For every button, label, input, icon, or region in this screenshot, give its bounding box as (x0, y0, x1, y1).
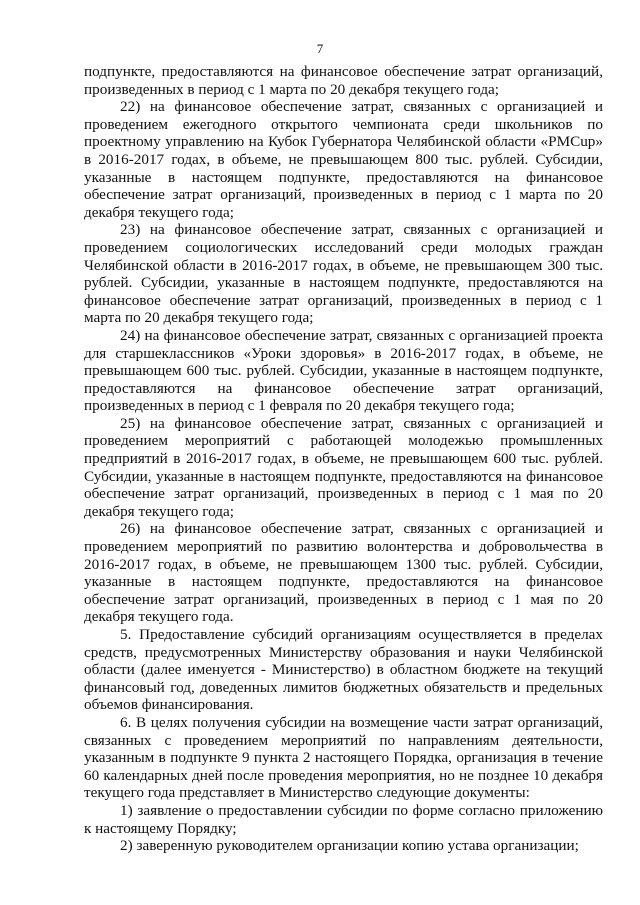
paragraph-item-26: 26) на финансовое обеспечение затрат, связанных с организацией и проведением мероприятий по развитию волонтерства и добровольчества в 2016-2017 годах, в объеме, не превышающем 1300 тыс. рублей. Субсидии, указанные в настоящем подпункте, предоставляются на финансовое обеспечение затрат организаций, произведенных в период с 1 мая по 20 декабря текущего года. (84, 520, 603, 626)
paragraph-item-25: 25) на финансовое обеспечение затрат, связанных с организацией и проведением мероприятий с работающей молодежью промышленных предприятий в 2016-2017 годах, в объеме, не превышающем 600 тыс. рублей. Субсидии, указанные в настоящем подпункте, предоставляются на финансовое обеспечение затрат организаций, произведенных в период с 1 мая по 20 декабря текущего года; (84, 414, 603, 520)
paragraph-item-22: 22) на финансовое обеспечение затрат, связанных с организацией и проведением ежегодного открытого чемпионата среди школьников по проектному управлению на Кубок Губернатора Челябинской области «PMCup» в 2016-2017 годах, в объеме, не превышающем 800 тыс. рублей. Субсидии, указанные в настоящем подпункте, предоставляются на финансовое обеспечение затрат организаций, произведенных в период с 1 марта по 20 декабря текущего года; (84, 98, 603, 221)
paragraph-section-6: 6. В целях получения субсидии на возмещение части затрат организаций, связанных с проведением мероприятий по направлениям деятельности, указанным в подпункте 9 пункта 2 настоящего Порядка, организация в течение 60 календарных дней после проведения мероприятия, но не позднее 10 декабря текущего года представляет в Министерство следующие документы: (84, 713, 603, 802)
paragraph-doc-item-2: 2) заверенную руководителем организации копию устава организации; (120, 837, 579, 855)
paragraph-item-23: 23) на финансовое обеспечение затрат, связанных с организацией и проведением социологических исследований среди молодых граждан Челябинской области в 2016-2017 годах, в объеме, не превышающем 300 тыс. рублей. Субсидии, указанные в настоящем подпункте, предоставляются на финансовое обеспечение затрат организаций, произведенных в период с 1 марта по 20 декабря текущего года; (84, 221, 603, 327)
paragraph-doc-item-1: 1) заявление о предоставлении субсидии по форме согласно приложению к настоящему Порядку; (84, 801, 603, 837)
paragraph-continuation: подпункте, предоставляются на финансовое обеспечение затрат организаций, произведенных в период с 1 марта по 20 декабря текущего года; (84, 63, 603, 98)
page-number: 7 (316, 41, 324, 56)
paragraph-item-24: 24) на финансовое обеспечение затрат, связанных с организацией проекта для старшеклассников «Уроки здоровья» в 2016-2017 годах, в объеме, не превышающем 600 тыс. рублей. Субсидии, указанные в настоящем подпункте, предоставляются на финансовое обеспечение затрат организаций, произведенных в период с 1 февраля по 20 декабря текущего года; (84, 326, 603, 415)
document-body (84, 63, 603, 855)
paragraph-section-5: 5. Предоставление субсидий организациям осуществляется в пределах средств, предусмотренных Министерству образования и науки Челябинской области (далее именуется - Министерство) в областном бюджете на текущий финансовый год, доведенных лимитов бюджетных обязательств и предельных объемов финансирования. (84, 626, 603, 714)
